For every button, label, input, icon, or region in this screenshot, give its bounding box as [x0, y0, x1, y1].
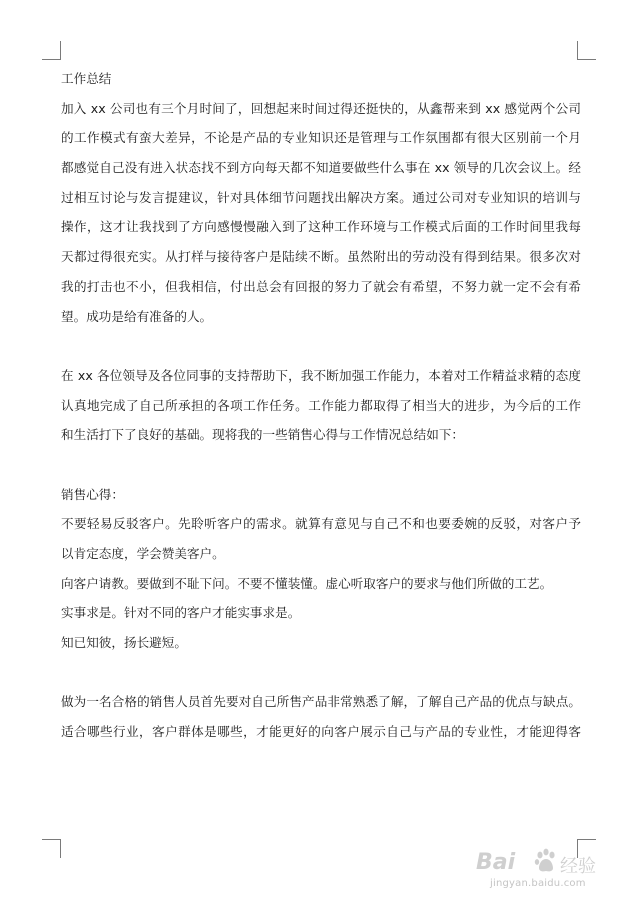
- baidu-paw-icon: [534, 848, 558, 874]
- doc-line: 适合哪些行业，客户群体是哪些，才能更好的向客户展示自己与产品的专业性，才能迎得客: [61, 724, 581, 740]
- doc-line: 知已知彼，扬长避短。: [61, 635, 187, 651]
- doc-line: 操作，这才让我找到了方向感慢慢融入到了这种工作环境与工作模式后面的工作时间里我每: [61, 219, 581, 235]
- doc-blank-line: [61, 450, 581, 480]
- margin-corner-top-right: [577, 41, 596, 60]
- doc-line: 实事求是。针对不同的客户才能实事求是。: [61, 605, 301, 621]
- doc-line: 都感觉自己没有进入状态找不到方向每天都不知道要做些什么事在 xx 领导的几次会议上。经: [61, 160, 581, 176]
- watermark-brand-suffix: 经验: [560, 856, 596, 877]
- doc-line: 做为一名合格的销售人员首先要对自己所售产品非常熟悉了解，了解自己产品的优点与缺点。: [61, 694, 581, 710]
- margin-corner-bottom-left: [42, 839, 61, 858]
- baidu-jingyan-watermark: [476, 848, 606, 894]
- doc-line: 我的打击也不小，但我相信，付出总会有回报的努力了就会有希望，不努力就一定不会有希: [61, 278, 581, 294]
- doc-line: 向客户请教。要做到不耻下问。不要不懂装懂。虚心听取客户的要求与他们所做的工艺。: [61, 575, 553, 591]
- watermark-url: jingyan.baidu.com: [490, 878, 586, 889]
- doc-line: 望。成功是给有准备的人。: [61, 308, 213, 324]
- doc-line: 以肯定态度，学会赞美客户。: [61, 546, 225, 561]
- watermark-brand: Bai: [476, 850, 516, 875]
- doc-line: 天都过得很充实。从打样与接待客户是陆续不断。虽然附出的劳动没有得到结果。很多次对: [61, 249, 581, 265]
- doc-title: 工作总结: [61, 71, 112, 86]
- document-body[interactable]: [61, 64, 581, 747]
- doc-line: 的工作模式有蛮大差异，不论是产品的专业知识还是管理与工作氛围都有很大区别前一个月: [61, 130, 581, 146]
- doc-line: 在 xx 各位领导及各位同事的支持帮助下，我不断加强工作能力，本着对工作精益求精的态度: [61, 367, 581, 383]
- doc-line: 加入 xx 公司也有三个月时间了，回想起来时间过得还挺快的，从鑫帮来到 xx 感觉两个公司: [61, 100, 581, 116]
- margin-corner-top-left: [42, 41, 61, 60]
- doc-section-heading: 销售心得：: [61, 486, 124, 502]
- doc-line: 认真地完成了自己所承担的各项工作任务。工作能力都取得了相当大的进步，为今后的工作: [61, 397, 581, 413]
- doc-line: 和生活打下了良好的基础。现将我的一些销售心得与工作情况总结如下：: [61, 427, 464, 443]
- doc-blank-line: [61, 331, 581, 361]
- doc-line: 过相互讨论与发言提建议，针对具体细节问题找出解决方案。通过公司对专业知识的培训与: [61, 189, 581, 205]
- doc-line: 不要轻易反驳客户。先聆听客户的需求。就算有意见与自己不和也要委婉的反驳，对客户予: [61, 516, 581, 532]
- doc-blank-line: [61, 658, 581, 688]
